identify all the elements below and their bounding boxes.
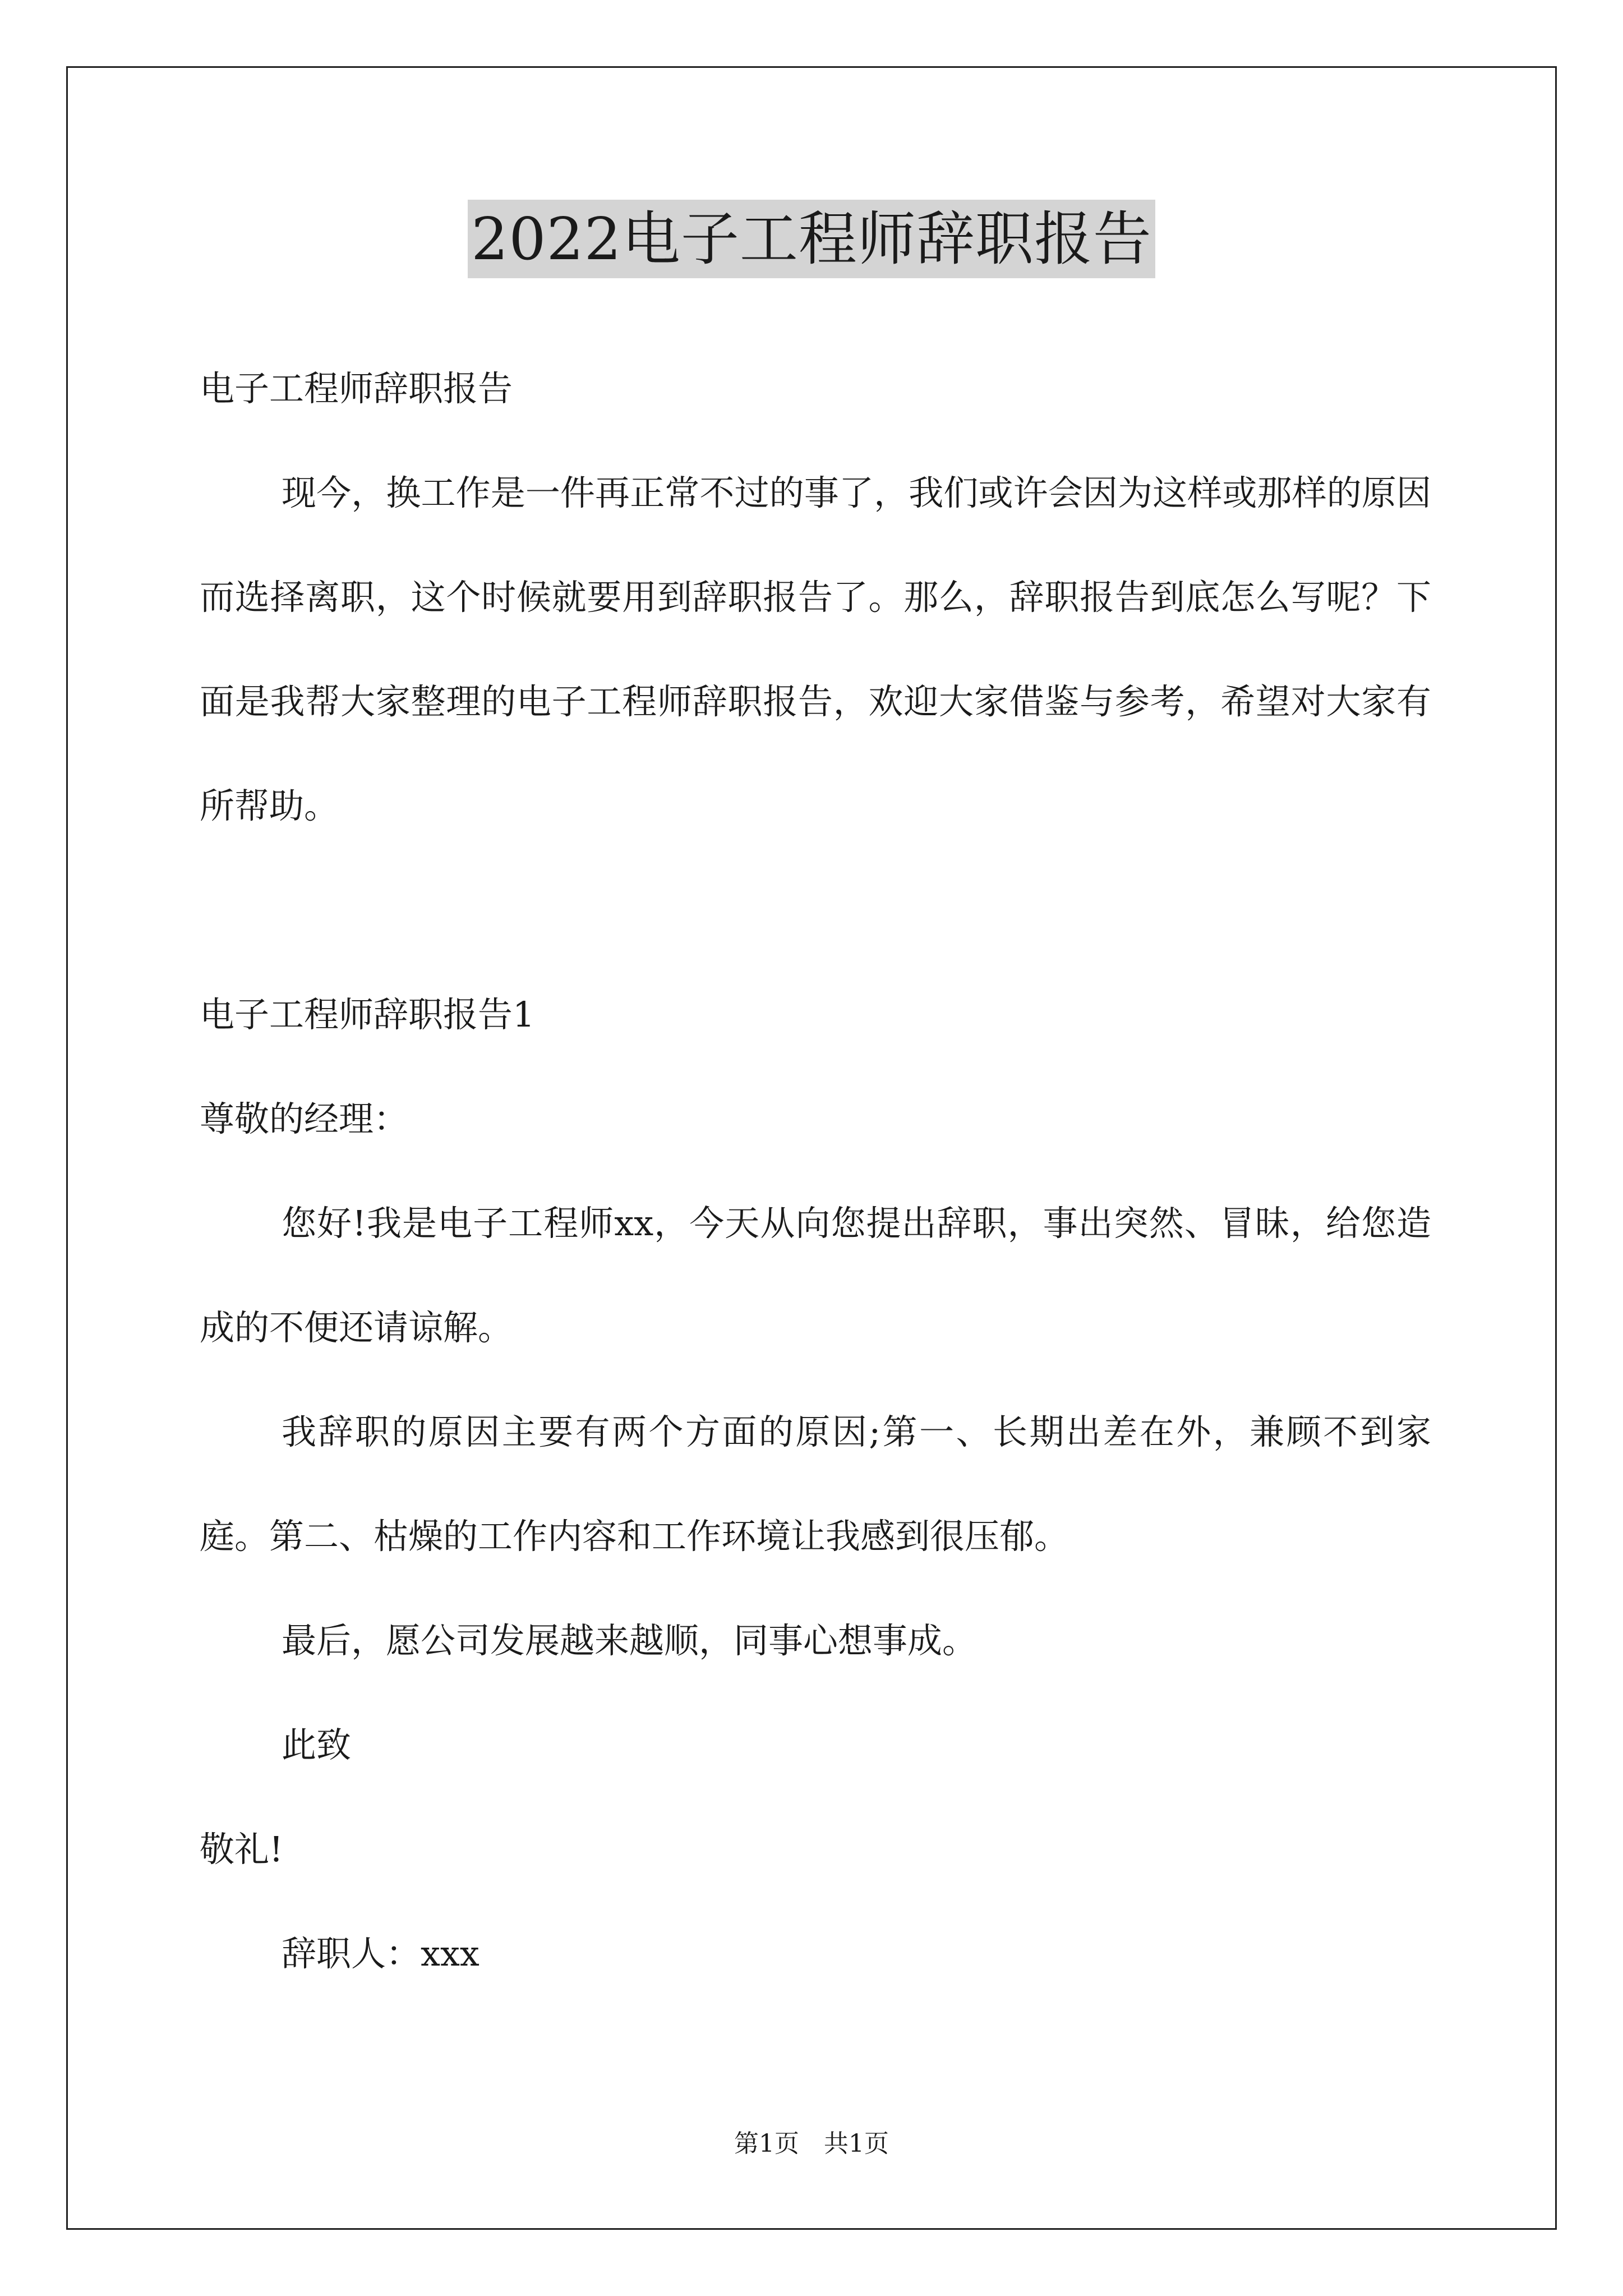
subtitle: 电子工程师辞职报告 [200, 368, 513, 409]
salutation: 尊敬的经理： [200, 1098, 409, 1139]
document-title: 2022电子工程师辞职报告 [468, 200, 1155, 278]
title-container [0, 200, 1623, 278]
closing-line-1: 此致 [282, 1724, 352, 1765]
document-body [200, 337, 1431, 2006]
page-footer: 第1页 共1页 [734, 2129, 889, 2158]
paragraph-1: 您好!我是电子工程师xx，今天从向您提出辞职，事出突然、冒昧，给您造成的不便还请谅解。 [200, 1203, 1431, 1348]
spacer [200, 858, 1431, 963]
intro-paragraph: 现今，换工作是一件再正常不过的事了，我们或许会因为这样或那样的原因而选择离职，这个时候就要用到辞职报告了。那么，辞职报告到底怎么写呢？下面是我帮大家整理的电子工程师辞职报告，欢迎大家借鉴与参考，希望对大家有所帮助。 [200, 472, 1431, 826]
signature: 辞职人：xxx [282, 1933, 479, 1974]
paragraph-2: 我辞职的原因主要有两个方面的原因;第一、长期出差在外，兼顾不到家庭。第二、枯燥的工作内容和工作环境让我感到很压郁。 [200, 1411, 1431, 1557]
paragraph-3: 最后，愿公司发展越来越顺，同事心想事成。 [282, 1620, 978, 1661]
closing-line-2: 敬礼! [200, 1829, 283, 1870]
section-title: 电子工程师辞职报告1 [200, 994, 535, 1035]
